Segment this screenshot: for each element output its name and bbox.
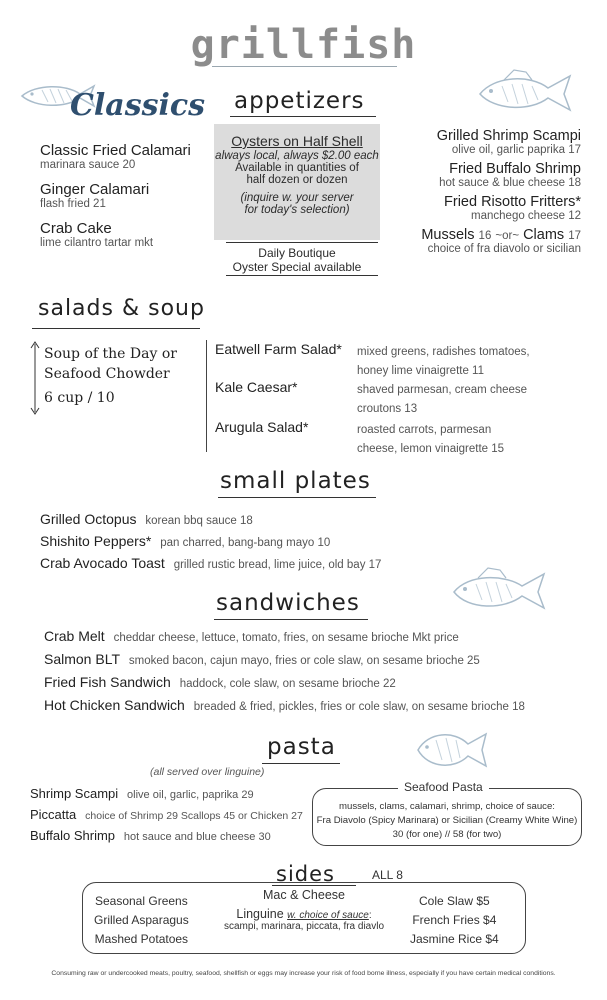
divider <box>226 275 378 276</box>
sides-left <box>94 892 189 949</box>
boutique-line: Daily Boutique <box>258 246 336 260</box>
list-item <box>40 531 381 553</box>
mussels-name: Mussels <box>421 227 475 243</box>
sides-right <box>410 892 499 949</box>
appetizers-heading: appetizers <box>234 88 365 114</box>
item-desc: hot sauce and blue cheese 30 <box>123 831 271 843</box>
clams-price: 17 <box>568 230 581 242</box>
oysters-line: always local, always $2.00 each <box>215 150 379 162</box>
soup-line: Soup of the Day or <box>44 346 177 362</box>
desc-line: shaved parmesan, cream cheese <box>357 384 528 396</box>
list-item <box>44 695 525 718</box>
item-name: Crab Cake <box>40 220 112 237</box>
divider <box>262 763 340 764</box>
desc-line: mussels, clams, calamari, shrimp, choice of sauce: <box>339 801 555 812</box>
item-desc: lime cilantro tartar mkt <box>40 237 154 249</box>
item-desc: marinara sauce 20 <box>40 159 136 171</box>
side-name: Linguine <box>236 907 284 921</box>
oysters-line: Available in quantities of <box>235 162 359 174</box>
item-desc: manchego cheese 12 <box>471 210 581 222</box>
item-name: Grilled Octopus <box>40 511 137 527</box>
desc-line: 30 (for one) // 58 (for two) <box>392 829 502 840</box>
divider <box>226 242 378 243</box>
side-item: Mac & Cheese <box>263 888 345 902</box>
disclaimer: Consuming raw or undercooked meats, poultry, seafood, shellfish or eggs may increase your risk of food borne illness, especially if you have certain medical conditions. <box>51 970 556 977</box>
item-name <box>421 227 581 243</box>
item-desc: grilled rustic bread, lime juice, old bay 17 <box>173 559 382 571</box>
desc-line: roasted carrots, parmesan <box>357 424 492 436</box>
item-desc: pan charred, bang-bang mayo 10 <box>160 537 331 549</box>
list-item <box>40 181 191 210</box>
logo: grillfish <box>190 22 417 68</box>
side-item: French Fries $4 <box>412 913 497 927</box>
list-item <box>44 626 525 649</box>
item-desc: haddock, cole slaw, on sesame brioche 22 <box>179 678 396 690</box>
side-item: Grilled Asparagus <box>94 913 189 927</box>
mussels-price: 16 <box>478 230 492 242</box>
list-item <box>421 194 581 222</box>
desc-line: Fra Diavolo (Spicy Marinara) or Sicilian (Creamy White Wine) <box>316 815 578 826</box>
soup-block <box>44 344 177 408</box>
list-item <box>40 553 381 575</box>
list-item <box>421 161 581 189</box>
list-item <box>40 509 381 531</box>
list-item <box>44 672 525 695</box>
fish-icon <box>474 66 574 118</box>
side-item: Cole Slaw $5 <box>419 894 490 908</box>
divider <box>230 116 376 117</box>
divider <box>218 497 376 498</box>
classics-heading: Classics <box>70 88 206 123</box>
list-item <box>421 227 581 255</box>
oysters-box <box>214 124 380 240</box>
sandwiches-list <box>44 626 525 718</box>
list-item <box>40 220 191 249</box>
item-desc: olive oil, garlic, paprika 29 <box>127 789 254 801</box>
salads-heading: salads & soup <box>38 296 205 321</box>
divider <box>206 340 207 452</box>
oysters-line: (inquire w. your server <box>240 192 354 204</box>
divider <box>214 619 368 620</box>
classics-list <box>40 142 191 249</box>
item-desc: choice of Shrimp 29 Scallops 45 or Chicken 27 <box>85 810 303 822</box>
item-name: Salmon BLT <box>44 651 120 667</box>
pasta-list <box>30 784 303 847</box>
item-name: Ginger Calamari <box>40 181 150 198</box>
side-item <box>206 907 402 921</box>
item-name: Crab Melt <box>44 628 105 644</box>
item-desc <box>357 381 527 419</box>
boutique-line: Oyster Special available <box>232 260 362 274</box>
small-plates-heading: small plates <box>220 468 371 494</box>
side-note: w. choice of sauce <box>287 910 369 921</box>
list-item <box>40 142 191 171</box>
desc-line: cheese, lemon vinaigrette 15 <box>357 443 505 455</box>
side-item: Mashed Potatoes <box>94 932 189 946</box>
item-name: Classic Fried Calamari <box>40 142 191 159</box>
list-item <box>30 805 303 826</box>
small-plates-list <box>40 509 381 575</box>
item-name: Buffalo Shrimp <box>30 828 116 843</box>
seafood-pasta-title: Seafood Pasta <box>398 780 489 794</box>
item-name: Arugula Salad* <box>215 419 309 435</box>
pasta-note: (all served over linguine) <box>150 766 265 778</box>
seafood-pasta-desc <box>314 800 580 842</box>
soup-line: Seafood Chowder <box>44 366 170 382</box>
divider <box>32 328 200 329</box>
fish-icon <box>414 726 490 774</box>
boutique-special <box>214 246 380 274</box>
item-desc: smoked bacon, cajun mayo, fries or cole slaw, on sesame brioche 25 <box>128 655 480 667</box>
clams-name: Clams <box>523 227 565 243</box>
side-item: Jasmine Rice $4 <box>410 932 499 946</box>
item-name: Fried Buffalo Shrimp <box>449 161 581 177</box>
logo-underline <box>212 66 397 67</box>
item-desc: breaded & fried, pickles, fries or cole slaw, on sesame brioche 18 <box>193 701 525 713</box>
list-item <box>30 826 303 847</box>
oysters-line: half dozen or dozen <box>246 174 348 186</box>
desc-line: croutons 13 <box>357 403 418 415</box>
oysters-title: Oysters on Half Shell <box>231 133 363 149</box>
item-name: Fried Risotto Fritters* <box>444 194 581 210</box>
item-name: Piccatta <box>30 807 77 822</box>
sandwiches-heading: sandwiches <box>216 590 360 616</box>
arrow-icon <box>30 340 40 416</box>
item-desc: choice of fra diavolo or sicilian <box>427 243 581 255</box>
sides-heading: sides <box>276 862 335 886</box>
item-desc: olive oil, garlic paprika 17 <box>451 144 581 156</box>
sides-center <box>206 888 402 932</box>
item-name: Crab Avocado Toast <box>40 555 165 571</box>
item-desc: flash fried 21 <box>40 198 106 210</box>
item-name: Shishito Peppers* <box>40 533 152 549</box>
item-name: Shrimp Scampi <box>30 786 119 801</box>
side-colon: : <box>368 910 372 921</box>
item-name: Grilled Shrimp Scampi <box>436 128 581 144</box>
item-desc: hot sauce & blue cheese 18 <box>439 177 581 189</box>
item-name: Kale Caesar* <box>215 379 298 395</box>
list-item <box>421 128 581 156</box>
item-desc <box>357 343 530 381</box>
soup-price: 6 cup / 10 <box>44 390 115 406</box>
desc-line: mixed greens, radishes tomatoes, <box>357 346 530 358</box>
pasta-heading: pasta <box>267 734 336 760</box>
list-item <box>30 784 303 805</box>
item-name: Fried Fish Sandwich <box>44 674 171 690</box>
item-desc: korean bbq sauce 18 <box>145 515 253 527</box>
item-desc: cheddar cheese, lettuce, tomato, fries, on sesame brioche Mkt price <box>113 632 459 644</box>
appetizers-list <box>421 128 581 255</box>
side-desc: scampi, marinara, piccata, fra diavlo <box>223 921 385 932</box>
sides-price: ALL 8 <box>372 868 403 882</box>
side-item: Seasonal Greens <box>94 894 188 908</box>
item-name: Hot Chicken Sandwich <box>44 697 185 713</box>
fish-icon <box>448 566 548 616</box>
item-desc <box>357 421 504 459</box>
item-name: Eatwell Farm Salad* <box>215 341 342 357</box>
desc-line: honey lime vinaigrette 11 <box>357 365 484 377</box>
or-label: ~or~ <box>495 230 520 242</box>
oysters-line: for today's selection) <box>244 204 350 216</box>
list-item <box>44 649 525 672</box>
